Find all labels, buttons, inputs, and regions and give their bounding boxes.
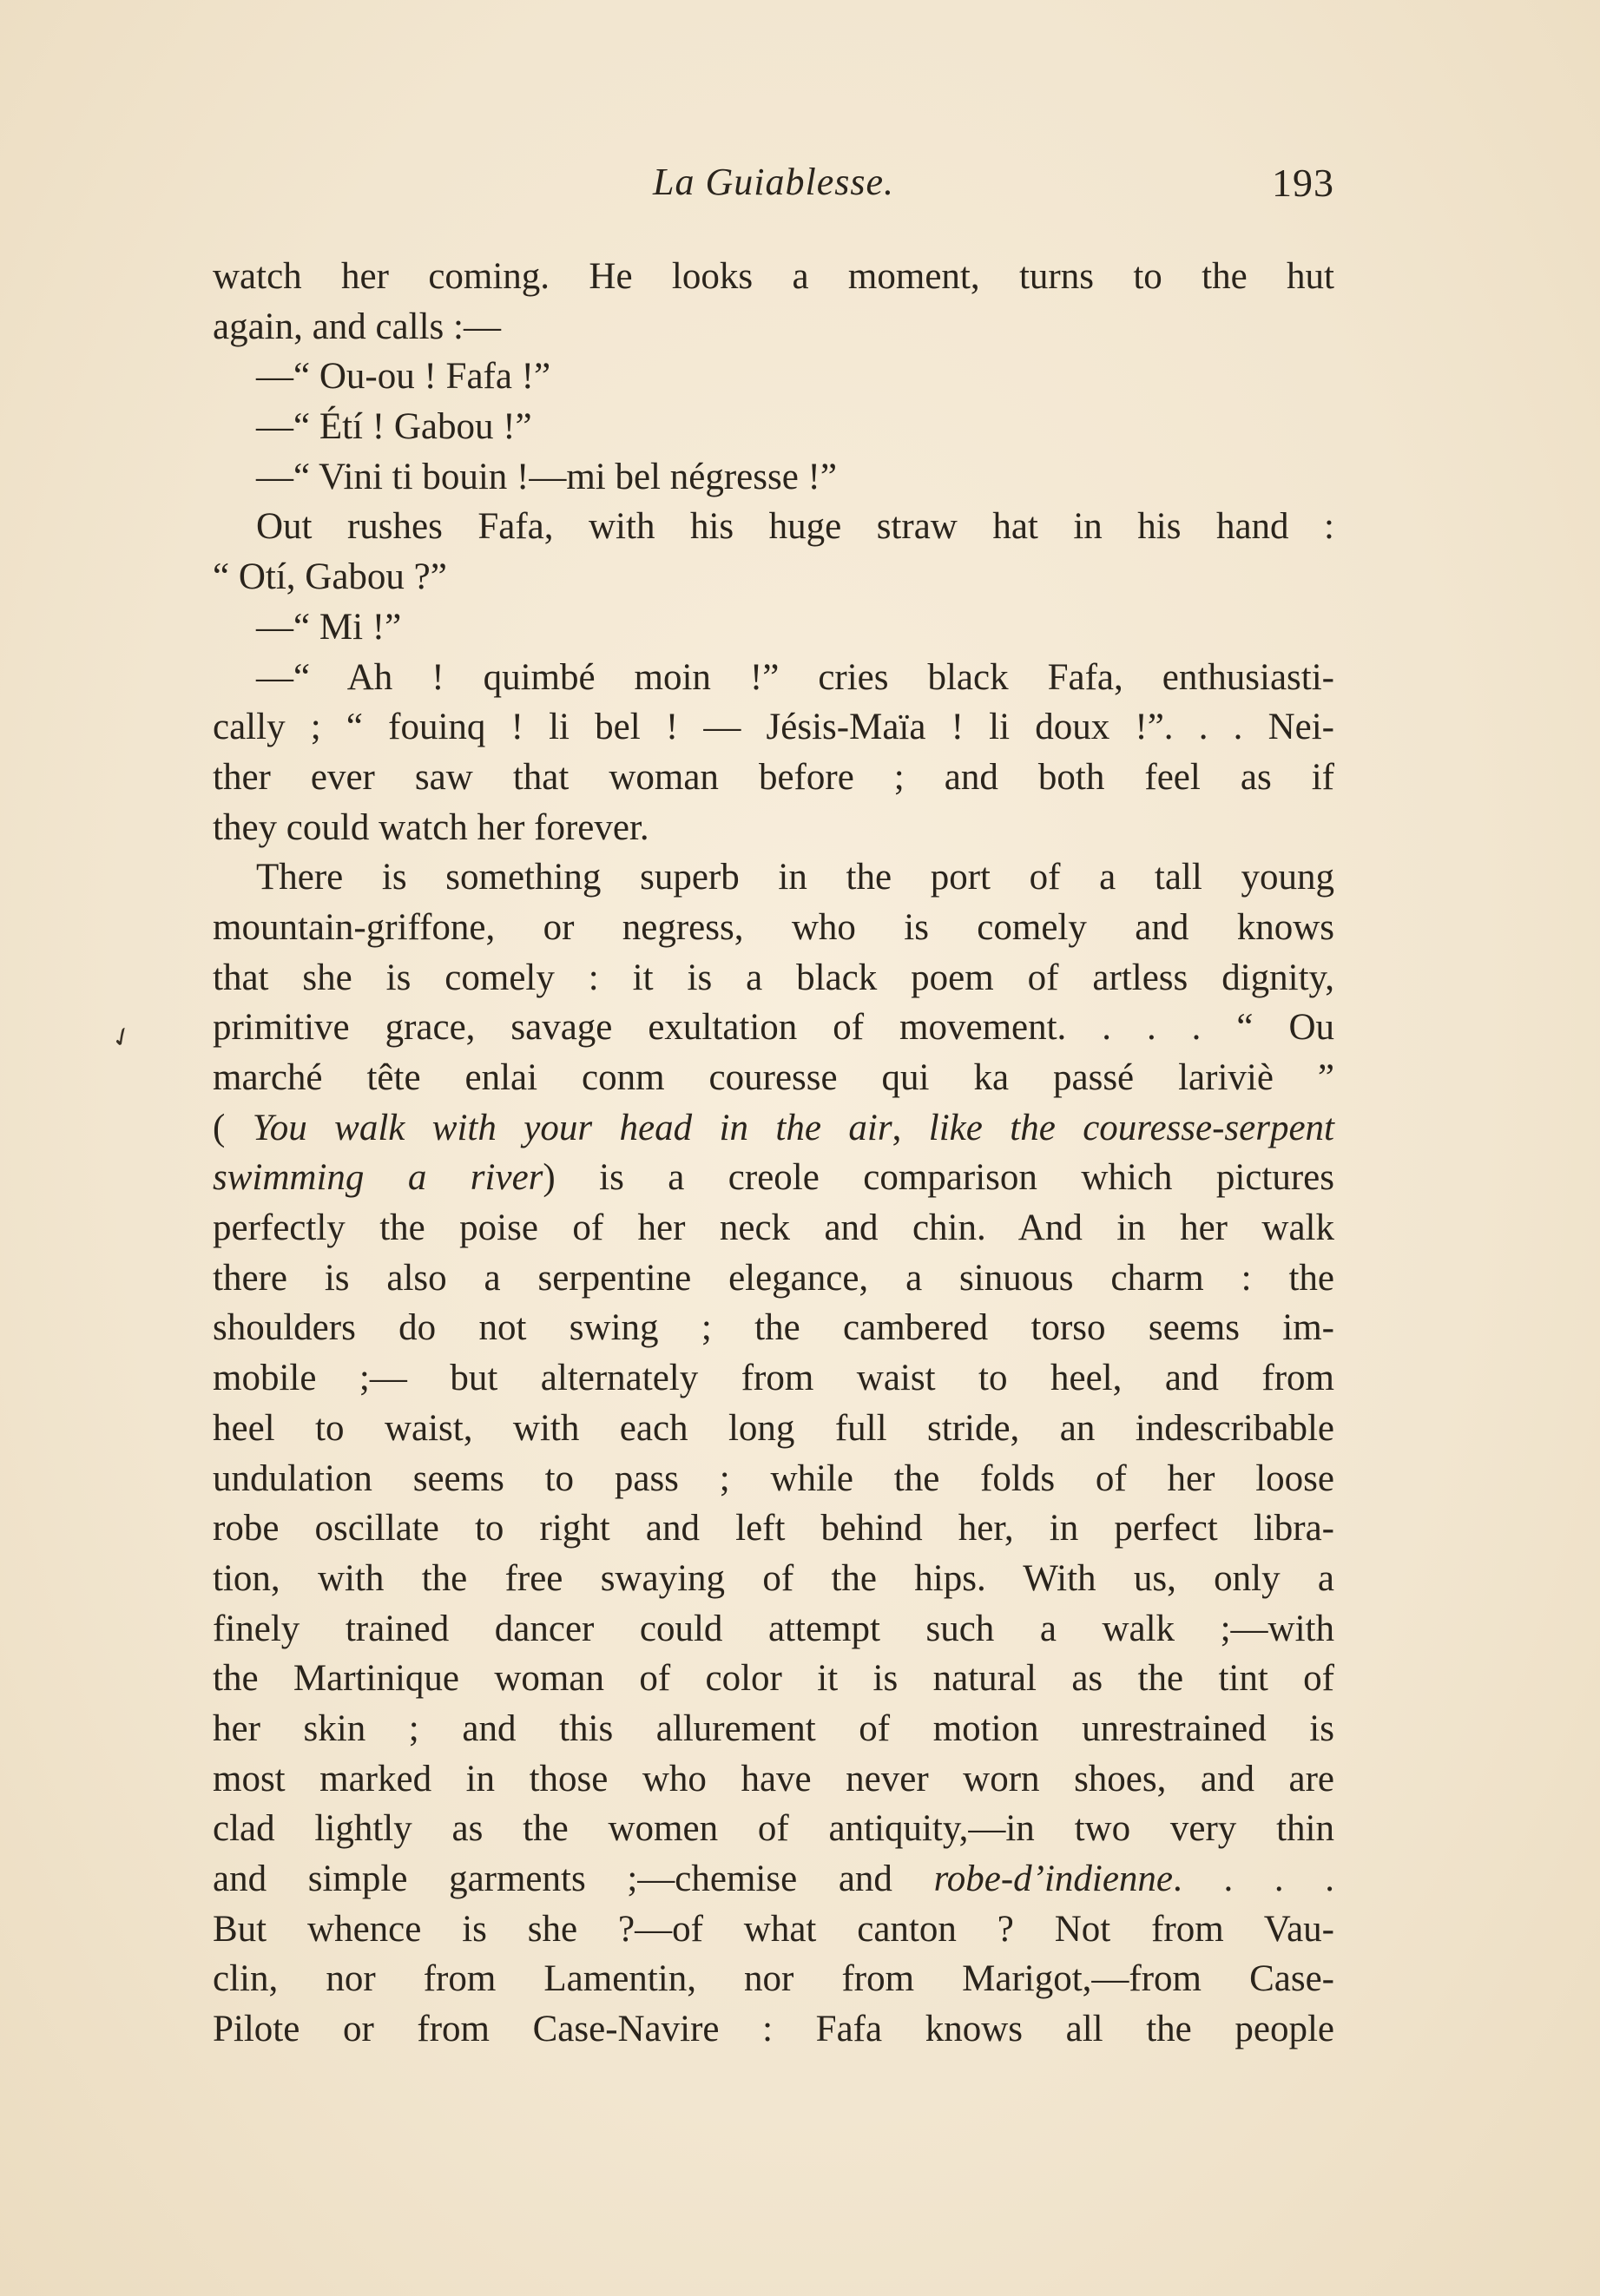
running-head [213,160,1334,220]
text-line [213,803,1334,853]
text-line [213,1954,1334,2004]
text-line [213,852,1334,903]
text-line [213,1804,1334,1854]
text-line [213,953,1334,1003]
text-segment: clad lightly as the women of antiquity,—in two very thin [213,1808,1334,1850]
text-line [213,753,1334,803]
text-line [213,1754,1334,1805]
text-segment: watch her coming. He looks a moment, turns to the hut [213,256,1334,297]
text-segment: her skin ; and this allurement of motion unrestrained is [213,1707,1334,1749]
text-line [213,1704,1334,1754]
text-line [213,352,1334,402]
text-line [213,1503,1334,1554]
text-segment: that she is comely : it is a black poem of artless dignity, [213,957,1334,998]
text-segment: , [892,1107,929,1148]
text-line [213,452,1334,503]
text-segment: most marked in those who have never worn shoes, and are [213,1758,1334,1799]
text-segment: they could watch her forever. [213,806,649,848]
text-segment: mountain-griffone, or negress, who is comely and knows [213,906,1334,948]
text-line [213,502,1334,552]
text-segment: finely trained dancer could attempt such a walk ;—with [213,1608,1334,1649]
text-line [213,1404,1334,1454]
text-line [213,1454,1334,1504]
text-segment: There is something superb in the port of a tall young [256,857,1334,898]
text-line [213,1153,1334,1203]
text-segment: Pilote or from Case-Navire : Fafa knows all the people [213,2009,1334,2050]
text-line [213,1854,1334,1905]
text-segment: shoulders do not swing ; the cambered torso seems im- [213,1307,1334,1349]
text-line [213,1253,1334,1304]
text-line [213,602,1334,653]
text-line [213,1604,1334,1655]
text-segment: undulation seems to pass ; while the folds of her loose [213,1457,1334,1499]
text-line [213,1203,1334,1253]
text-segment: cally ; “ fouinq ! li bel ! — Jésis-Maïa ! li doux !”. . . Nei- [213,707,1334,748]
text-segment: and simple garments ;—chemise and [213,1859,934,1899]
text-line [213,1303,1334,1353]
italic-segment: You walk with your head in the air [252,1107,892,1148]
text-line [213,1905,1334,1955]
text-segment: —“ Mi !” [256,606,402,648]
text-segment: again, and calls :— [213,306,501,347]
italic-segment: like the couresse-serpent [928,1107,1334,1148]
text-segment: heel to waist, with each long full stride, an indescribable [213,1407,1334,1449]
text-segment: Out rushes Fafa, with his huge straw hat in his hand : [256,506,1334,548]
text-line [213,552,1334,602]
page-number: 193 [1272,161,1334,205]
text-line [213,402,1334,452]
running-title: La Guiablesse. [653,161,894,203]
text-line [213,1103,1334,1154]
text-segment: there is also a serpentine elegance, a sinuous charm : the [213,1257,1334,1299]
text-segment: —“ Ah ! quimbé moin !” cries black Fafa, enthusiasti- [256,656,1334,698]
text-line [213,252,1334,302]
text-segment: ther ever saw that woman before ; and both feel as if [213,756,1334,798]
text-segment: mobile ;— but alternately from waist to heel, and from [213,1358,1334,1399]
text-segment: ( [213,1107,253,1148]
text-segment: tion, with the free swaying of the hips. With us, only a [213,1557,1334,1599]
body-text [213,252,1334,2055]
italic-segment: swimming a river [213,1157,543,1199]
text-segment: But whence is she ?—of what canton ? Not from Vau- [213,1908,1334,1950]
text-segment: the Martinique woman of color it is natural as the tint of [213,1658,1334,1700]
text-line [213,1353,1334,1404]
text-segment: ) is a creole comparison which pictures [543,1157,1334,1199]
text-segment: robe oscillate to right and left behind her, in perfect libra- [213,1508,1334,1549]
text-segment: primitive grace, savage exultation of movement. . . . “ Ou [213,1007,1334,1049]
text-line [213,702,1334,753]
text-line [213,1554,1334,1604]
text-segment: —“ Étí ! Gabou !” [256,406,532,448]
text-line [213,1003,1334,1053]
text-line [213,2004,1334,2055]
text-segment: . . . . [1173,1859,1335,1899]
text-segment: perfectly the poise of her neck and chin. And in her walk [213,1207,1334,1249]
text-segment: clin, nor from Lamentin, nor from Marigot,—from Case- [213,1958,1334,2000]
text-segment: marché tête enlai conm couresse qui ka passé lariviè ” [213,1057,1334,1098]
text-line [213,302,1334,352]
margin-pencil-mark: ✓ [106,1020,138,1056]
text-line [213,653,1334,703]
text-line [213,1053,1334,1103]
text-segment: —“ Ou-ou ! Fafa !” [256,356,551,398]
text-line [213,1654,1334,1704]
text-segment: —“ Vini ti bouin !—mi bel négresse !” [256,456,837,497]
italic-segment: robe-d’indienne [933,1859,1174,1899]
text-line [213,903,1334,953]
text-segment: “ Otí, Gabou ?” [213,556,447,598]
